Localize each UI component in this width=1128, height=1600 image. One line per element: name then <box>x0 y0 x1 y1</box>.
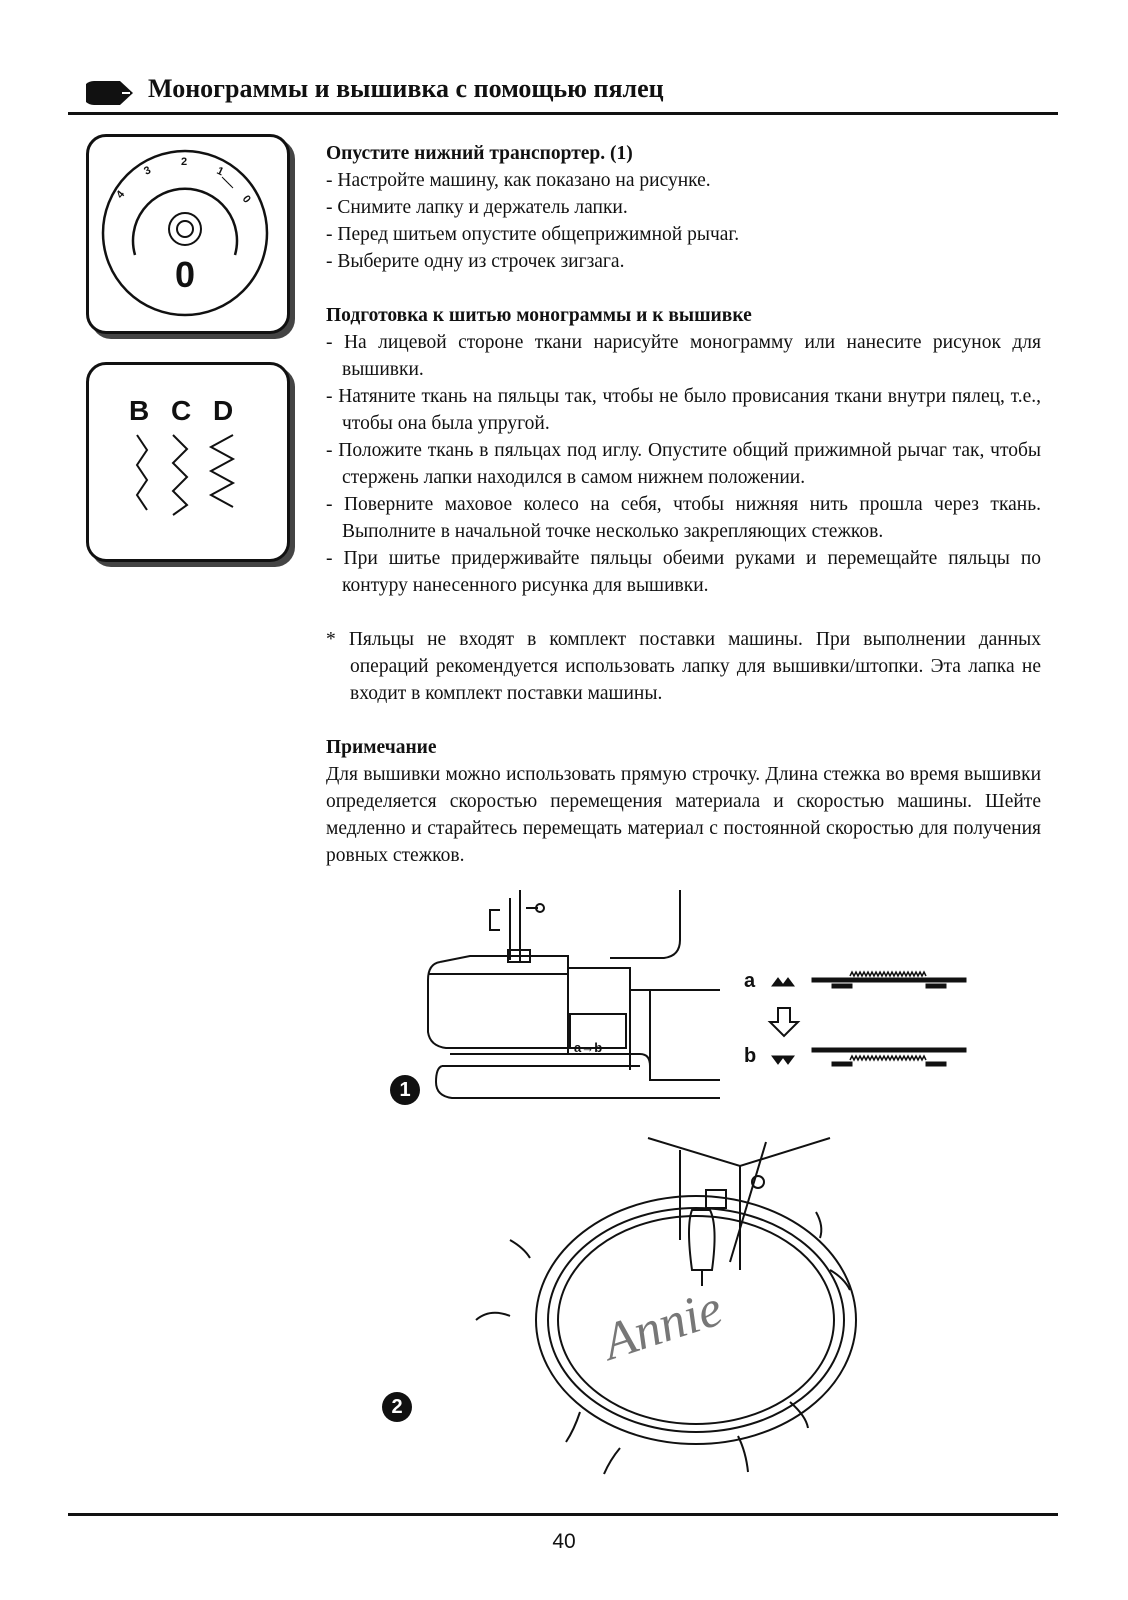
dial-number: 3 <box>142 164 153 178</box>
dial-icon <box>89 137 287 331</box>
section1-heading: Опустите нижний транспортер. (1) <box>326 143 633 164</box>
sewing-machine-illustration <box>380 890 1000 1120</box>
figure-number-1: 1 <box>390 1075 420 1105</box>
feed-state-a: a <box>744 970 756 992</box>
stitch-length-dial-panel <box>86 134 290 334</box>
monogram-text: Annie <box>596 1279 730 1372</box>
list-item: - Натяните ткань на пяльцы так, чтобы не было провисания ткани внутри пялец, т.е., чтобы она была упругой. <box>326 386 1041 434</box>
list-item: - На лицевой стороне ткани нарисуйте монограмму или нанесите рисунок для вышивки. <box>326 332 1041 380</box>
footer-rule <box>68 1513 1058 1516</box>
list-item: - Снимите лапку и держатель лапки. <box>326 197 628 218</box>
dial-number: 1 <box>214 164 226 179</box>
list-item: - Перед шитьем опустите общеприжимной рычаг. <box>326 224 740 245</box>
page-title: Монограммы и вышивка с помощью пялец <box>148 74 664 103</box>
list-item: - Поверните маховое колесо на себя, чтобы нижняя нить прошла через ткань. Выполните в начальной точке несколько закрепляющих стежков. <box>326 494 1041 542</box>
asterisk-note: * Пяльцы не входят в комплект поставки машины. При выполнении данных операций рекомендуется использовать лапку для вышивки/штопки. Эта лапка не входит в комплект поставки машины. <box>326 629 1041 704</box>
dial-value: 0 <box>174 254 196 295</box>
stitch-pattern-panel <box>86 362 290 562</box>
instructions-column <box>326 140 1041 869</box>
header-rule <box>68 112 1058 115</box>
down-arrow-icon <box>770 1008 798 1036</box>
note-heading: Примечание <box>326 737 437 758</box>
figure-1 <box>380 890 1000 1120</box>
note-text: Для вышивки можно использовать прямую строчку. Длина стежка во время вышивки определяется скоростью перемещения материала и скоростью машины. Шейте медленно и старайтесь перемещать материал с постоянной скоростью для получения ровных стежков. <box>326 764 1041 866</box>
section2-heading: Подготовка к шитью монограммы и к вышивке <box>326 305 752 326</box>
zigzag-patterns-icon <box>89 365 287 559</box>
page-number: 40 <box>552 1530 576 1553</box>
dial-number: 4 <box>114 188 128 201</box>
embroidery-hoop-illustration <box>470 1130 860 1490</box>
list-item: - При шитье придерживайте пяльцы обеими руками и перемещайте пяльцы по контуру нанесенного рисунка для вышивки. <box>326 548 1041 596</box>
dial-number: 2 <box>181 156 188 168</box>
figure-number-2: 2 <box>382 1392 412 1422</box>
figure-2 <box>470 1130 860 1490</box>
section-marker-icon <box>86 80 134 106</box>
list-item: - Выберите одну из строчек зигзага. <box>326 251 625 272</box>
pattern-label-d: D <box>213 395 234 426</box>
list-item: - Положите ткань в пяльцах под иглу. Опустите общий прижимной рычаг так, чтобы стержень лапки находился в самом нижнем положении. <box>326 440 1041 488</box>
list-item: - Настройте машину, как показано на рисунке. <box>326 170 711 191</box>
lever-label: a→b <box>574 1040 603 1055</box>
pattern-label-b: B <box>129 395 150 426</box>
dial-number: 0 <box>239 193 253 206</box>
pattern-label-c: C <box>171 395 192 426</box>
feed-state-b: b <box>744 1045 757 1067</box>
